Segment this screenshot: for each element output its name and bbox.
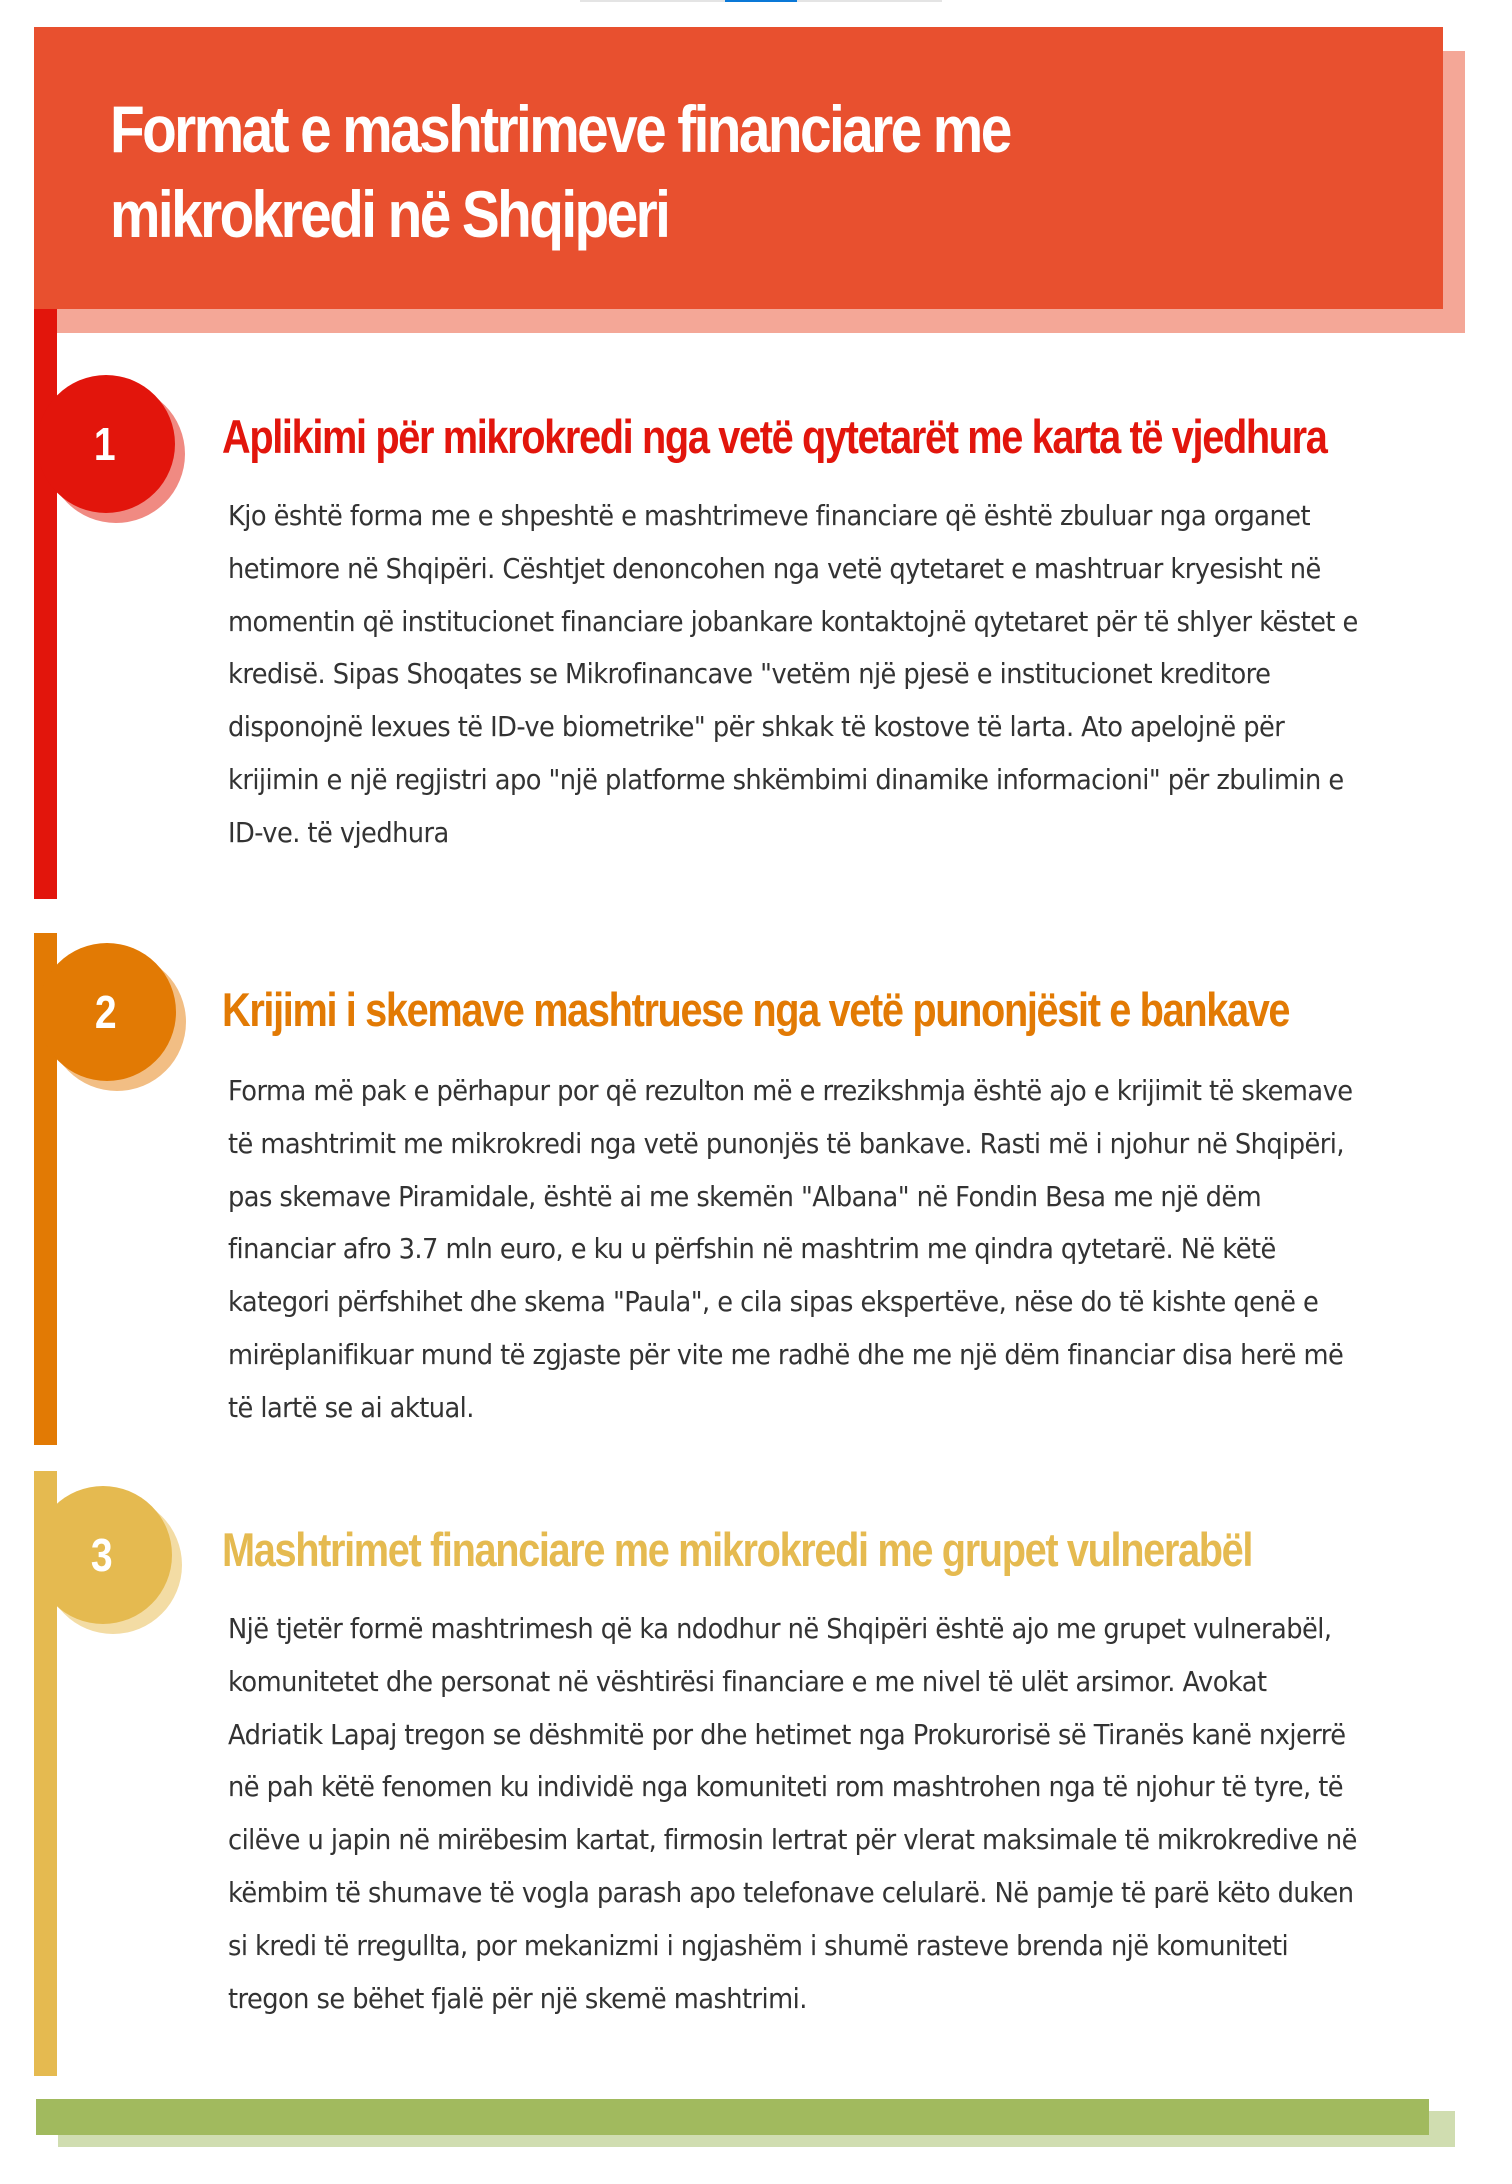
section-2-heading: Krijimi i skemave mashtruese nga vetë punonjësit e bankave bbox=[222, 983, 1290, 1036]
header-banner bbox=[34, 27, 1443, 309]
section-1-heading: Aplikimi për mikrokredi nga vetë qytetarët me karta të vjedhura bbox=[222, 410, 1327, 463]
section-3-number-badge bbox=[34, 1486, 172, 1624]
section-1-body: Kjo është forma me e shpeshtë e mashtrimeve financiare që është zbuluar nga organet hetimore në Shqipëri. Cështjet denoncohen nga vetë qytetaret e mashtruar kryesisht në momentin që institucionet financiare jobankare kontaktojnë qytetaret për të shlyer këstet e kredisë. Sipas Shoqates se Mikrofinancave "vetëm një pjesë e institucionet kreditore disponojnë lexues të ID-ve biometrike" për shkak të kostove të larta. Ato apelojnë për krijimin e një regjistri apo "një platforme shkëmbimi dinamike informacioni" për zbulimin e ID-ve. të vjedhura bbox=[228, 500, 1358, 849]
section-2-number-badge bbox=[38, 943, 176, 1081]
page-indicator-thumb[interactable] bbox=[725, 0, 797, 2]
section-3-heading: Mashtrimet financiare me mikrokredi me grupet vulnerabël bbox=[222, 1523, 1253, 1576]
page-title bbox=[110, 87, 1228, 257]
section-1-number-badge bbox=[37, 375, 175, 513]
section-2-number: 2 bbox=[95, 986, 117, 1038]
footer-bar bbox=[36, 2099, 1429, 2135]
page-title-line-1: Format e mashtrimeve financiare me bbox=[110, 92, 1010, 166]
section-1-number: 1 bbox=[94, 418, 116, 470]
page-title-line-2: mikrokredi në Shqiperi bbox=[110, 177, 669, 251]
page-indicator-track[interactable] bbox=[580, 0, 942, 2]
section-3-body: Një tjetër formë mashtrimesh që ka ndodhur në Shqipëri është ajo me grupet vulnerabël, komunitetet dhe personat në vështirësi financiare e me nivel të ulët arsimor. Avokat Adriatik Lapaj tregon se dëshmitë por dhe hetimet nga Prokurorisë së Tiranës kanë nxjerrë në pah këtë fenomen ku individë nga komuniteti rom mashtrohen nga të njohur të tyre, të cilëve u japin në mirëbesim kartat, firmosin lertrat për vlerat maksimale të mikrokredive në këmbim të shumave të vogla parash apo telefonave celularë. Në pamje të parë këto duken si kredi të rregullta, por mekanizmi i ngjashëm i shumë rasteve brenda një komuniteti tregon se bëhet fjalë për një skemë mashtrimi. bbox=[228, 1613, 1357, 2015]
section-2-body: Forma më pak e përhapur por që rezulton më e rrezikshmja është ajo e krijimit të skemave të mashtrimit me mikrokredi nga vetë punonjës të bankave. Rasti më i njohur në Shqipëri, pas skemave Piramidale, është ai me skemën "Albana" në Fondin Besa me një dëm financiar afro 3.7 mln euro, e ku u përfshin në mashtrim me qindra qytetarë. Në këtë kategori përfshihet dhe skema "Paula", e cila sipas ekspertëve, nëse do të kishte qenë e mirëplanifikuar mund të zgjaste për vite me radhë dhe me një dëm financiar disa herë më të lartë se ai aktual. bbox=[228, 1075, 1353, 1424]
section-3-number: 3 bbox=[91, 1529, 113, 1581]
